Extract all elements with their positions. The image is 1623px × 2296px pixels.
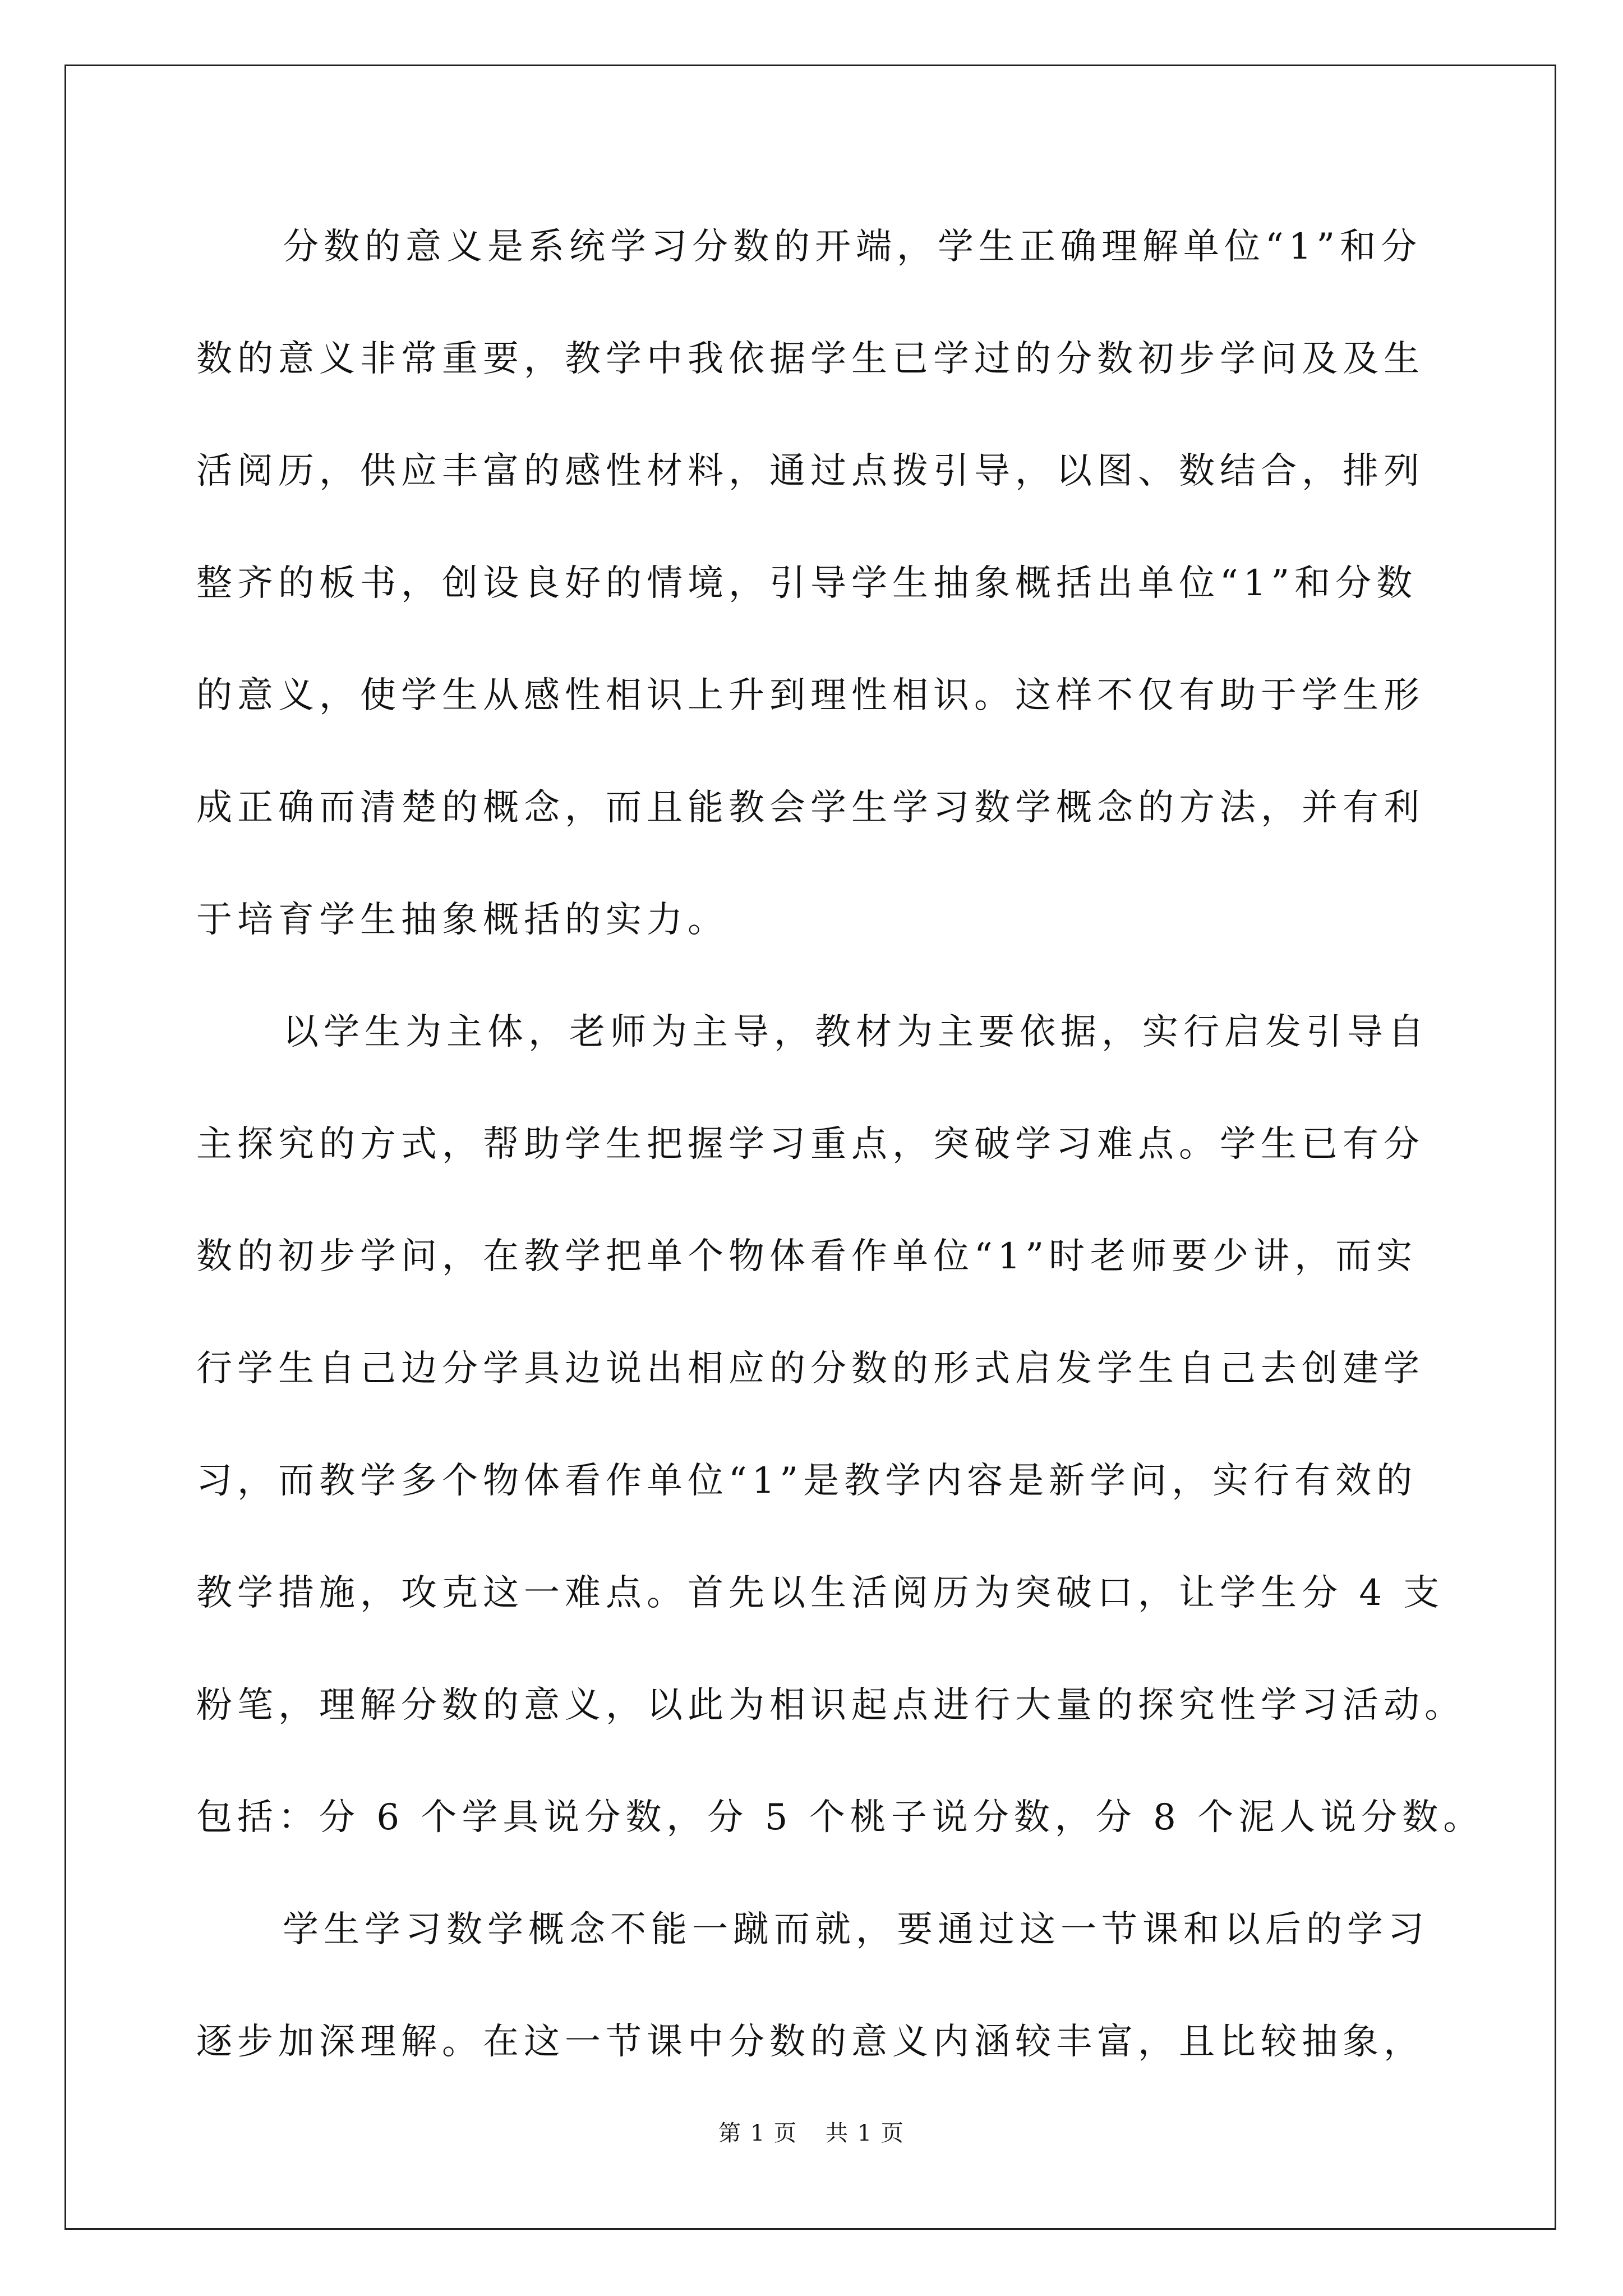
text-line: 逐步加深理解。在这一节课中分数的意义内涵较丰富，且比较抽象， xyxy=(196,2021,1424,2063)
text-line: 于培育学生抽象概括的实力。 xyxy=(196,899,728,941)
text-line: 的意义，使学生从感性相识上升到理性相识。这样不仅有助于学生形 xyxy=(196,675,1424,716)
text-line: 教学措施，攻克这一难点。首先以生活阅历为突破口，让学生分 4 支 xyxy=(196,1572,1445,1614)
text-line: 粉笔，理解分数的意义，以此为相识起点进行大量的探究性学习活动。 xyxy=(196,1685,1465,1726)
page-total: 共 1 页 xyxy=(826,2120,905,2146)
text-line: 活阅历，供应丰富的感性材料，通过点拨引导，以图、数结合，排列 xyxy=(196,450,1424,492)
text-line: 成正确而清楚的概念，而且能教会学生学习数学概念的方法，并有利 xyxy=(196,787,1424,829)
document-body xyxy=(196,213,1484,2120)
text-line: 以学生为主体，老师为主导，教材为主要依据，实行启发引导自 xyxy=(283,1011,1429,1053)
page-number: 第 1 页 xyxy=(718,2120,797,2146)
text-line: 数的意义非常重要，教学中我依据学生已学过的分数初步学问及及生 xyxy=(196,338,1424,380)
text-line: 习，而教学多个物体看作单位“1”是教学内容是新学问，实行有效的 xyxy=(196,1460,1418,1502)
text-line: 学生学习数学概念不能一蹴而就，要通过这一节课和以后的学习 xyxy=(283,1909,1429,1950)
text-line: 数的初步学问，在教学把单个物体看作单位“1”时老师要少讲，而实 xyxy=(196,1236,1418,1277)
text-line: 行学生自己边分学具边说出相应的分数的形式启发学生自己去创建学 xyxy=(196,1348,1424,1389)
text-line: 整齐的板书，创设良好的情境，引导学生抽象概括出单位“1”和分数 xyxy=(196,563,1418,604)
text-line: 分数的意义是系统学习分数的开端，学生正确理解单位“1”和分 xyxy=(283,226,1422,268)
page-footer xyxy=(0,2118,1623,2149)
text-line: 主探究的方式，帮助学生把握学习重点，突破学习难点。学生已有分 xyxy=(196,1124,1424,1165)
text-line: 包括：分 6 个学具说分数，分 5 个桃子说分数，分 8 个泥人说分数。 xyxy=(196,1797,1484,1838)
